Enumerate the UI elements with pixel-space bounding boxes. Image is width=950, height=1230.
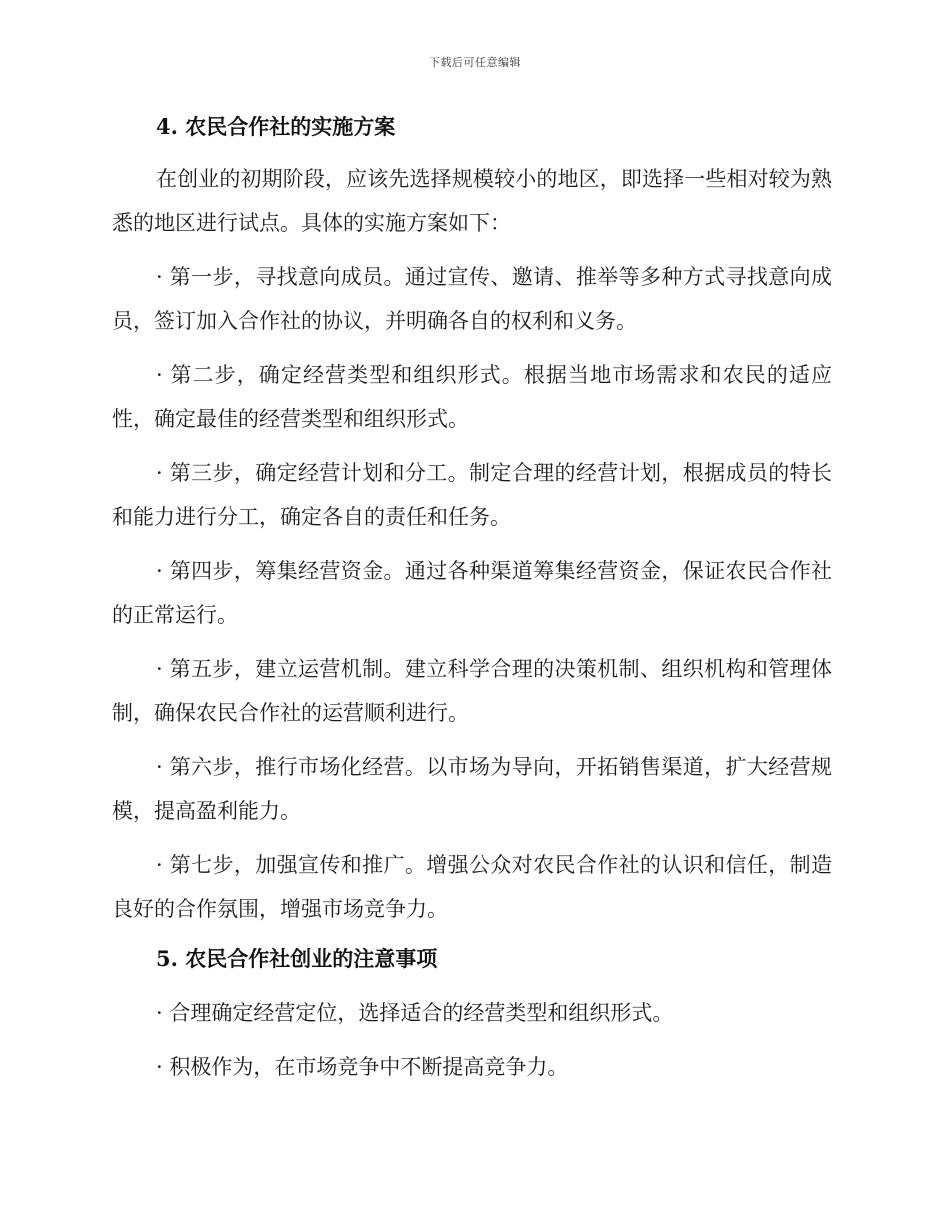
step-7-paragraph: · 第七步，加强宣传和推广。增强公众对农民合作社的认识和信任，制造良好的合作氛围，增强市场竞争力。 bbox=[112, 853, 832, 921]
section-4-heading: 4. 农民合作社的实施方案 bbox=[156, 114, 396, 139]
step-3-paragraph: · 第三步，确定经营计划和分工。制定合理的经营计划，根据成员的特长和能力进行分工，确定各自的责任和任务。 bbox=[112, 461, 832, 529]
document-body bbox=[112, 105, 832, 1089]
section-5-heading: 5. 农民合作社创业的注意事项 bbox=[156, 946, 438, 971]
step-6-paragraph: · 第六步，推行市场化经营。以市场为导向，开拓销售渠道，扩大经营规模，提高盈利能力。 bbox=[112, 755, 832, 823]
header-note: 下载后可任意编辑 bbox=[429, 56, 521, 69]
step-2-paragraph: · 第二步，确定经营类型和组织形式。根据当地市场需求和农民的适应性，确定最佳的经营类型和组织形式。 bbox=[112, 363, 832, 431]
section-4-intro: 在创业的初期阶段，应该先选择规模较小的地区，即选择一些相对较为熟悉的地区进行试点。具体的实施方案如下： bbox=[112, 167, 832, 235]
step-4-paragraph: · 第四步，筹集经营资金。通过各种渠道筹集经营资金，保证农民合作社的正常运行。 bbox=[112, 559, 832, 627]
step-5-paragraph: · 第五步，建立运营机制。建立科学合理的决策机制、组织机构和管理体制，确保农民合作社的运营顺利进行。 bbox=[112, 657, 832, 725]
note-item-1: · 合理确定经营定位，选择适合的经营类型和组织形式。 bbox=[156, 1001, 674, 1025]
step-1-paragraph: · 第一步，寻找意向成员。通过宣传、邀请、推举等多种方式寻找意向成员，签订加入合作社的协议，并明确各自的权利和义务。 bbox=[112, 265, 832, 333]
note-item-2: · 积极作为，在市场竞争中不断提高竞争力。 bbox=[156, 1055, 569, 1079]
